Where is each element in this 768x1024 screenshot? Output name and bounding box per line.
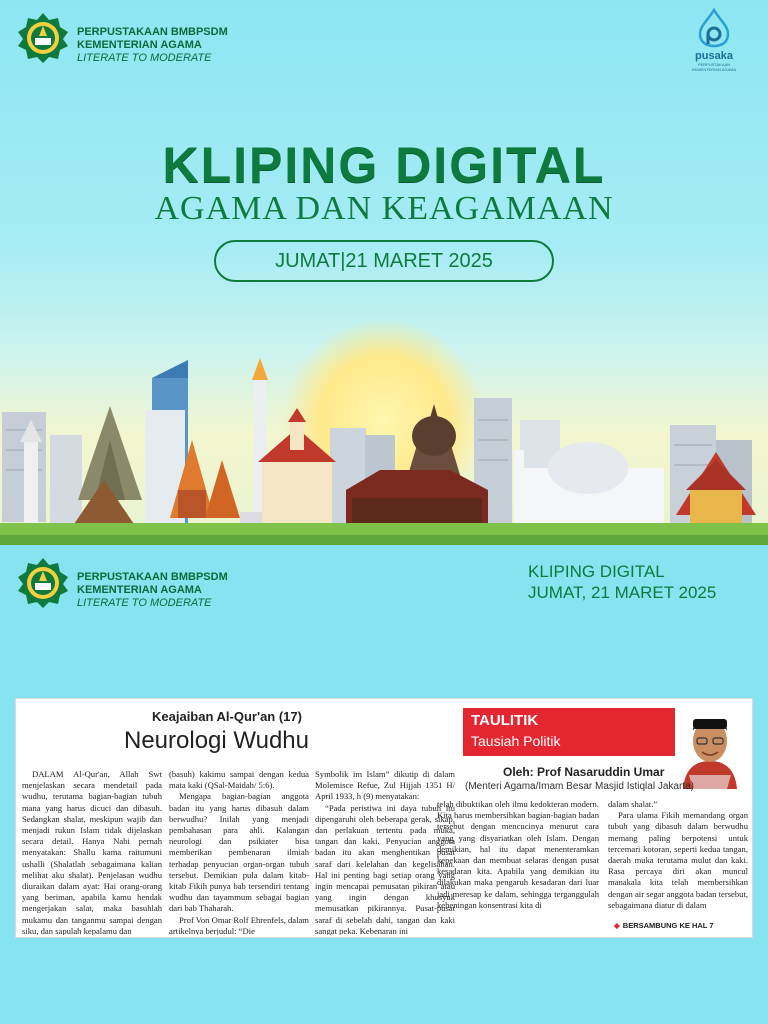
kliping-heading bbox=[528, 561, 716, 603]
diamond-icon: ◆ bbox=[614, 921, 620, 930]
column-banner bbox=[463, 708, 675, 756]
author-role: (Menteri Agama/Imam Besar Masjid Istiqlal Jakarta) bbox=[465, 781, 694, 792]
kliping-date: JUMAT, 21 MARET 2025 bbox=[528, 583, 717, 602]
tagline: LITERATE TO MODERATE bbox=[77, 52, 212, 64]
continued-label: BERSAMBUNG KE HAL 7 bbox=[622, 921, 714, 930]
article-column-2 bbox=[169, 769, 309, 935]
newspaper-clipping bbox=[15, 698, 753, 938]
article-kicker: Keajaiban Al-Qur'an (17) bbox=[152, 709, 302, 724]
paragraph: Para ulama Fikih memandang organ tubuh yang dibasuh dalam berwudhu memang paling berpotensi untuk tercemari kotoran, seperti kedua tangan, daerah muka terutama mulut dan kaki. Rasa percaya diri akan muncul manakala kita telah membersihkan dengan air segar anggota badan tersebut, sebagaimana diatur di dalam bbox=[608, 810, 748, 910]
pusaka-subtitle: PERPUSTAKAAN KEMENTERIAN AGAMA bbox=[691, 62, 737, 72]
kemenag-logo-icon bbox=[17, 557, 69, 609]
article-column-3 bbox=[315, 769, 455, 935]
article-column-4 bbox=[437, 799, 599, 935]
pusaka-logo bbox=[686, 8, 742, 72]
kliping-page bbox=[0, 545, 768, 1024]
cover-subtitle: AGAMA DAN KEAGAMAAN bbox=[154, 190, 614, 227]
library-name: PERPUSTAKAAN BMBPSDM bbox=[77, 26, 228, 38]
article-column-5 bbox=[608, 799, 748, 919]
paragraph: Symbolik im Islam” dikutip di dalam Molemisce Refue, Zul Hijjah 1351 H/ April 1933, h (9) menyatakan: bbox=[315, 769, 455, 802]
column-subtitle: Tausiah Politik bbox=[471, 733, 561, 749]
ministry-name: KEMENTERIAN AGAMA bbox=[77, 39, 202, 51]
kliping-label: KLIPING DIGITAL bbox=[528, 562, 665, 581]
paragraph: Mengapa bagian-bagian anggota badan itu yang harus dibasuh dalam berwudhu? Inilah yang menjadi pembahasan para ahli. Kalangan neurologi dan psikiater bisa memberikan pembenaran ilmiah terhadap penyucian organ-organ tubuh tersebut. Demikian pula dalam kitab-kitab Fikih punya bab tersendiri tentang wudhu dan tayammum sebagai bagian dari bab Thaharah. bbox=[169, 791, 309, 914]
article-column-1 bbox=[22, 769, 162, 935]
water-drop-icon bbox=[696, 8, 732, 48]
skyline-illustration bbox=[0, 340, 768, 545]
library-header bbox=[77, 26, 228, 65]
column-name: TAULITIK bbox=[471, 712, 539, 729]
library-header-2 bbox=[77, 571, 228, 610]
cover-title: KLIPING DIGITAL bbox=[162, 137, 606, 193]
ministry-name: KEMENTERIAN AGAMA bbox=[77, 584, 202, 596]
library-name: PERPUSTAKAAN BMBPSDM bbox=[77, 571, 228, 583]
continued-note bbox=[614, 921, 713, 930]
paragraph: DALAM Al-Qur'an, Allah Swt menjelaskan secara mendetail pada wudhu, terutama bagian-bagian tubuh mana yang harus dicuci dan dibasuh. Sedangkan shalat, meskipun wajib dan menjadi rukun Islam tidak dijelaskan secara detail. Hanya Nabi pernah menyatakan: Shallu kama raitumuni ushalli (Shalatlah sebagaimana kalian melihat aku shalat). Penjelasan wudhu diuraikan dalam ayat: Hai orang-orang yang beriman, apabila kamu hendak mengerjakan salat, maka basuhlah mukamu dan tanganmu sampai dengan siku, dan sapulah kepalamu dan bbox=[22, 769, 162, 935]
author-name: Oleh: Prof Nasaruddin Umar bbox=[503, 765, 665, 779]
paragraph: “Pada peristiwa ini daya tubuh itu dipengaruhi oleh beberapa gerak, sikap, dan perlakuan tertentu pada muka, tangan dan kaki. Penyucian anggota badan itu akan menghentikan pusat saraf dari kelelahan dan kegelisahan. Hal ini penting bagi setiap orang yang ingin mencapai pemusatan pikiran atau yang ingin dengan khusyuk memusatkan pikirannya. Pusat-pusat saraf di sebelah dahi, tangan dan kaki sangat peka. Kebenaran ini bbox=[315, 802, 455, 935]
paragraph: dalam shalat.” bbox=[608, 799, 658, 809]
article-headline: Neurologi Wudhu bbox=[124, 727, 310, 754]
paragraph: (basuh) kakimu sampai dengan kedua mata kaki (QSal-Maidah/ 5:6). bbox=[169, 769, 309, 791]
paragraph: Prof Von Omar Rolf Ehrenfels, dalam artikelnya berjudul: “Die bbox=[169, 914, 309, 935]
author-photo bbox=[675, 705, 745, 789]
pusaka-name: pusaka bbox=[695, 50, 733, 62]
kemenag-logo-icon bbox=[17, 12, 69, 64]
tagline: LITERATE TO MODERATE bbox=[77, 597, 212, 609]
paragraph: telah dibuktikan oleh ilmu kedokteran modern. Kita harus membersihkan bagian-bagian badan tersebut dengan mencucinya menurut cara yang yang disyariatkan oleh Islam. Dengan demikian, hal itu dapat menenteramkan kepekaan dan membuat selaras dengan pusat kesadaran kita. Apabila yang demikian itu dilakukan maka pengaruh kesadaran dari luar jadi meresap ke dalam, sehingga terganggulah keheningan konsentrasi kita di bbox=[437, 799, 599, 910]
cover-date: JUMAT|21 MARET 2025 bbox=[214, 240, 554, 282]
